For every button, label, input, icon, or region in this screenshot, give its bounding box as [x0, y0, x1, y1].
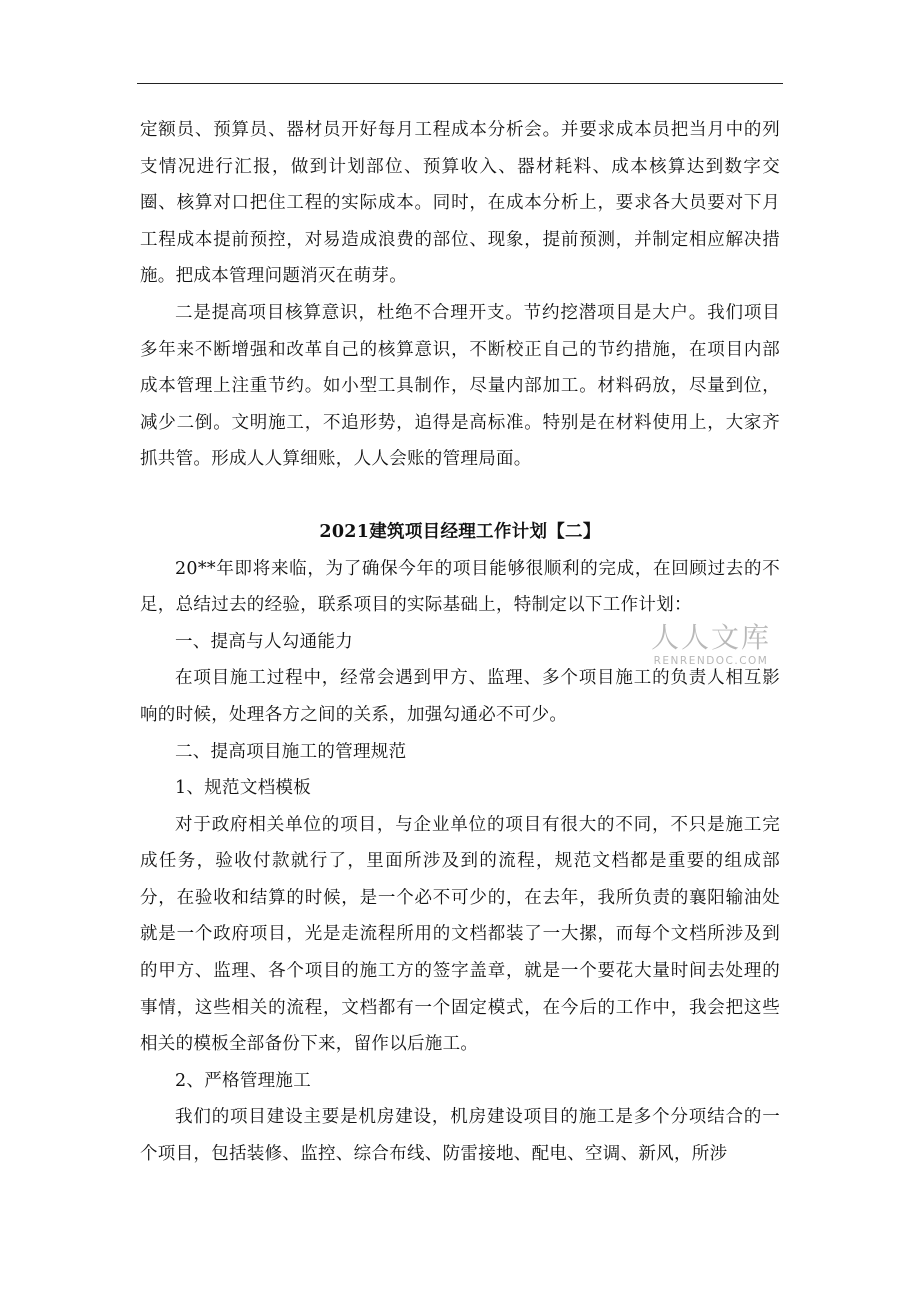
paragraph: 定额员、预算员、器材员开好每月工程成本分析会。并要求成本员把当月中的列支情况进行汇报，做到计划部位、预算收入、器材耗料、成本核算达到数字交圈、核算对口把住工程的实际成本。同时，在成本分析上，要求各大员要对下月工程成本提前预控，对易造成浪费的部位、现象，提前预测，并制定相应解决措施。把成本管理问题消灭在萌芽。 — [140, 120, 780, 287]
heading-communication: 一、提高与人勾通能力 — [175, 631, 353, 652]
paragraph: 在项目施工过程中，经常会遇到甲方、监理、多个项目施工的负责人相互影响的时候，处理各方之间的关系，加强勾通必不可少。 — [140, 668, 780, 725]
subheading-document-templates: 1、规范文档模板 — [175, 778, 312, 799]
subheading-strict-management: 2、严格管理施工 — [175, 1070, 312, 1091]
watermark-sub-text: RENRENDOC.COM — [653, 655, 769, 667]
header-rule — [137, 83, 783, 84]
paragraph: 对于政府相关单位的项目，与企业单位的项目有很大的不同，不只是施工完成任务，验收付款就行了，里面所涉及到的流程，规范文档都是重要的组成部分，在验收和结算的时候，是一个必不可少的，在去年，我所负责的襄阳输油处就是一个政府项目，光是走流程所用的文档都装了一大摞，而每个文档所涉及到的甲方、监理、各个项目的施工方的签字盖章，就是一个要花大量时间去处理的事情，这些相关的流程，文档都有一个固定模式，在今后的工作中，我会把这些相关的模板全部备份下来，留作以后施工。 — [140, 814, 780, 1055]
heading-management: 二、提高项目施工的管理规范 — [175, 741, 407, 762]
section-title: 2021建筑项目经理工作计划【二】 — [319, 521, 601, 542]
paragraph: 二是提高项目核算意识，杜绝不合理开支。节约挖潜项目是大户。我们项目多年来不断增强和改革自己的核算意识，不断校正自己的节约措施，在项目内部成本管理上注重节约。如小型工具制作，尽量内部加工。材料码放，尽量到位，减少二倒。文明施工，不追形势，追得是高标准。特别是在材料使用上，大家齐抓共管。形成人人算细账，人人会账的管理局面。 — [140, 302, 780, 470]
watermark-logo — [646, 622, 776, 668]
paragraph: 20**年即将来临，为了确保今年的项目能够很顺利的完成，在回顾过去的不足，总结过去的经验，联系项目的实际基础上，特制定以下工作计划： — [140, 558, 780, 616]
watermark-main-text: 人人文库 — [650, 621, 771, 654]
paragraph: 我们的项目建设主要是机房建设，机房建设项目的施工是多个分项结合的一个项目，包括装修、监控、综合布线、防雷接地、配电、空调、新风，所涉 — [140, 1107, 780, 1165]
